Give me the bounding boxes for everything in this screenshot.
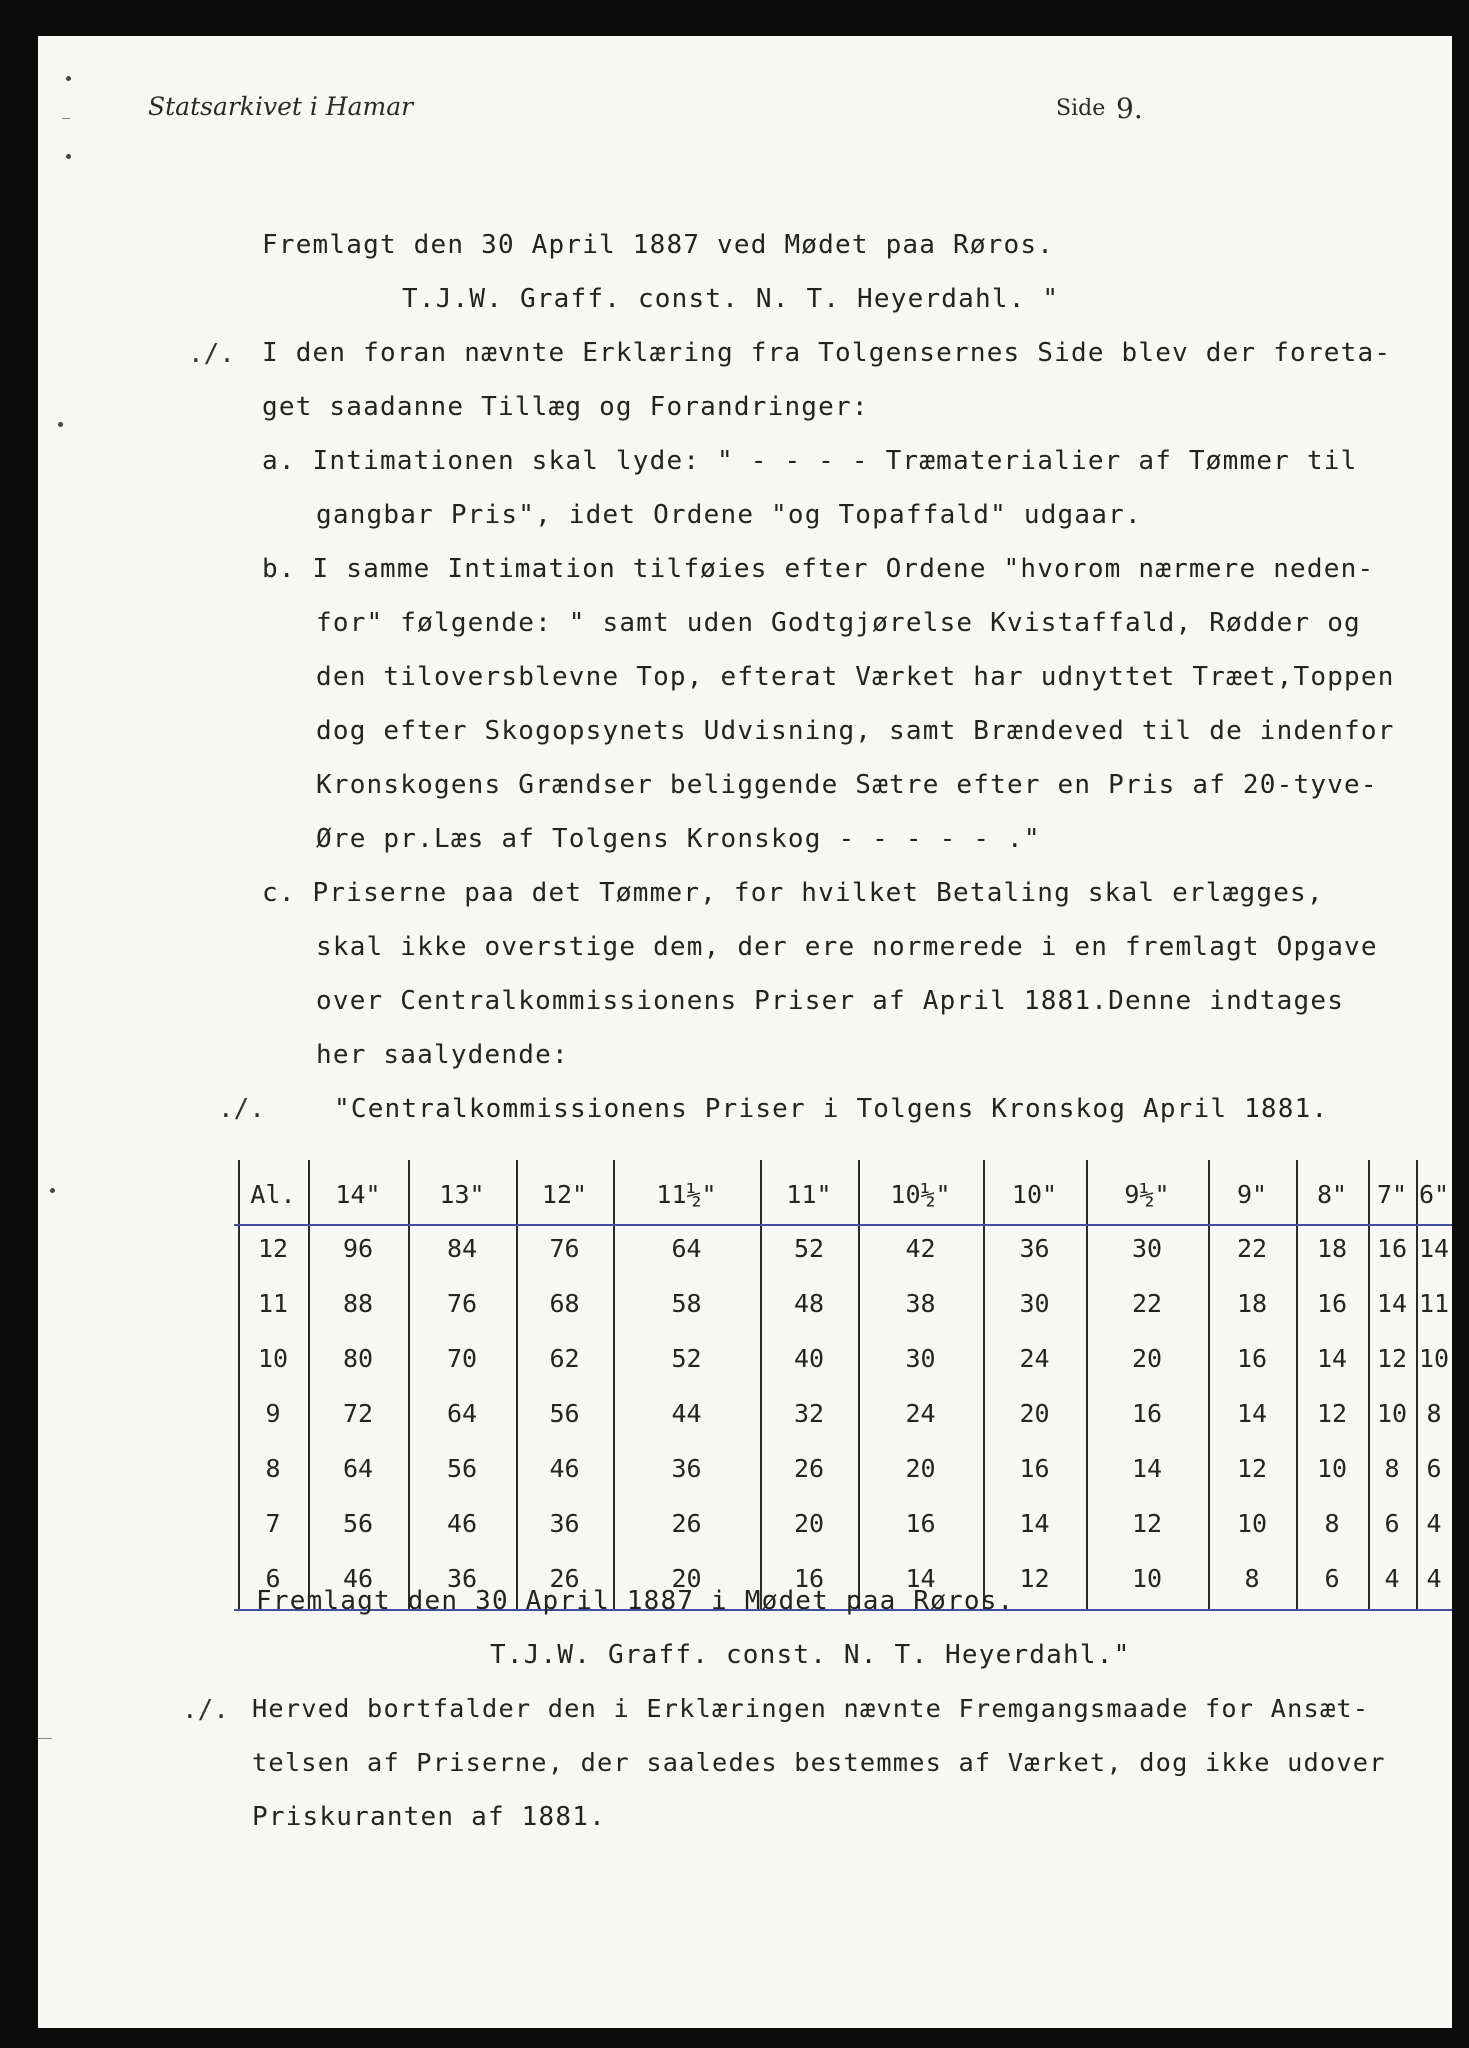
table-cell: 6: [1384, 1509, 1400, 1538]
table-cell: 8: [1244, 1564, 1260, 1593]
table-cell: 14: [1019, 1509, 1050, 1538]
document-page: [38, 36, 1452, 2028]
table-cell: 6: [265, 1564, 281, 1593]
table-header-cell: 13": [439, 1180, 485, 1209]
table-cell: 48: [793, 1289, 825, 1318]
table-cell: 12: [1019, 1564, 1050, 1593]
table-cell: 72: [342, 1399, 374, 1428]
table-title: "Centralkommissionens Priser i Tolgens Kronskog April 1881.: [334, 1094, 1329, 1124]
item-a-line: a. Intimationen skal lyde: " - - - - Træmaterialier af Tømmer til: [262, 446, 1358, 476]
table-header-cell: 12": [541, 1180, 588, 1209]
table-cell: 24: [905, 1399, 936, 1428]
para-line: get saadanne Tillæg og Forandringer:: [262, 392, 869, 422]
table-header-cell: 8": [1316, 1180, 1348, 1209]
table-cell: 52: [671, 1344, 702, 1373]
table-header-cell: 7": [1376, 1180, 1408, 1209]
table-cell: 14: [1131, 1454, 1163, 1483]
table-cell: 4: [1426, 1564, 1442, 1593]
table-cell: 10: [1316, 1454, 1348, 1483]
table-cell: 16: [1019, 1454, 1050, 1483]
table-cell: 26: [549, 1564, 580, 1593]
table-cell: 24: [1019, 1344, 1050, 1373]
table-cell: 8: [1384, 1454, 1400, 1483]
table-header-cell: 11½": [656, 1180, 717, 1209]
table-cell: 46: [342, 1564, 374, 1593]
table-cell: 14: [1236, 1399, 1268, 1428]
table-cell: 36: [549, 1509, 580, 1538]
table-cell: 18: [1316, 1234, 1348, 1263]
item-b-line: den tiloversblevne Top, efterat Værket har udnyttet Træet,Toppen: [316, 662, 1395, 692]
table-column-rule: [858, 1160, 860, 1609]
final-line: telsen af Priserne, der saaledes bestemmes af Værket, dog ikke udover: [252, 1748, 1386, 1777]
item-c-line: c. Priserne paa det Tømmer, for hvilket Betaling skal erlægges,: [262, 878, 1324, 908]
table-column-rule: [1208, 1160, 1210, 1609]
table-header-cell: 10": [1011, 1180, 1058, 1209]
table-cell: 84: [446, 1234, 478, 1263]
table-cell: 64: [671, 1234, 702, 1263]
table-header-cell: 9½": [1124, 1180, 1170, 1209]
table-cell: 68: [549, 1289, 580, 1318]
table-cell: 10: [1131, 1564, 1163, 1593]
table-cell: 11: [1418, 1289, 1450, 1318]
item-b-line: Øre pr.Læs af Tolgens Kronskog - - - - - .": [316, 824, 1041, 854]
page-number: 9.: [1116, 92, 1143, 125]
table-cell: 32: [793, 1399, 825, 1428]
item-b-line: Kronskogens Grændser beliggende Sætre efter en Pris af 20-tyve-: [316, 770, 1378, 800]
table-header-cell: 10½": [890, 1180, 951, 1209]
table-cell: 20: [1131, 1344, 1163, 1373]
table-cell: 76: [549, 1234, 580, 1263]
table-column-rule: [613, 1160, 615, 1609]
edge-speck: [66, 76, 71, 81]
table-column-rule: [238, 1160, 240, 1609]
table-cell: 36: [1019, 1234, 1050, 1263]
table-cell: 44: [671, 1399, 702, 1428]
para-line: I den foran nævnte Erklæring fra Tolgensernes Side blev der foreta-: [262, 338, 1392, 368]
table-cell: 18: [1236, 1289, 1268, 1318]
archive-header: Statsarkivet i Hamar: [148, 92, 414, 121]
item-b-line: b. I samme Intimation tilføies efter Ordene "hvorom nærmere neden-: [262, 554, 1375, 584]
table-cell: 26: [793, 1454, 825, 1483]
table-column-rule: [983, 1160, 985, 1609]
closing-line: Fremlagt den 30 April 1887 i Mødet paa Røros.: [256, 1586, 1015, 1616]
table-column-rule: [1368, 1160, 1370, 1609]
margin-mark: ./.: [182, 1695, 229, 1725]
table-cell: 14: [905, 1564, 936, 1593]
table-cell: 10: [1418, 1344, 1450, 1373]
closing-signature: T.J.W. Graff. const. N. T. Heyerdahl.": [490, 1640, 1131, 1670]
table-cell: 14: [1418, 1234, 1450, 1263]
table-cell: 20: [905, 1454, 936, 1483]
table-cell: 14: [1316, 1344, 1348, 1373]
table-cell: 70: [446, 1344, 478, 1373]
table-column-rule: [1086, 1160, 1088, 1609]
table-cell: 11: [257, 1289, 289, 1318]
table-row-rule: [234, 1224, 1452, 1226]
table-cell: 14: [1376, 1289, 1408, 1318]
table-cell: 22: [1131, 1289, 1163, 1318]
margin-mark: ./.: [218, 1094, 265, 1124]
table-cell: 36: [671, 1454, 702, 1483]
table-cell: 8: [265, 1454, 281, 1483]
table-cell: 56: [446, 1454, 478, 1483]
table-cell: 46: [549, 1454, 580, 1483]
table-cell: 36: [446, 1564, 478, 1593]
table-cell: 20: [671, 1564, 702, 1593]
table-cell: 6: [1324, 1564, 1340, 1593]
final-line: Priskuranten af 1881.: [252, 1802, 606, 1832]
table-header-cell: 14": [335, 1180, 381, 1209]
table-cell: 76: [446, 1289, 478, 1318]
table-cell: 4: [1426, 1509, 1442, 1538]
table-cell: 4: [1384, 1564, 1400, 1593]
item-b-line: dog efter Skogopsynets Udvisning, samt Brændeved til de indenfor: [316, 716, 1395, 746]
final-line: Herved bortfalder den i Erklæringen nævnte Fremgangsmaade for Ansæt-: [252, 1694, 1370, 1723]
table-cell: 6: [1426, 1454, 1442, 1483]
table-cell: 12: [257, 1234, 289, 1263]
table-column-rule: [1296, 1160, 1298, 1609]
table-cell: 56: [342, 1509, 374, 1538]
table-cell: 16: [905, 1509, 936, 1538]
table-cell: 40: [793, 1344, 825, 1373]
table-cell: 7: [265, 1509, 281, 1538]
edge-tick: [62, 118, 70, 119]
table-column-rule: [408, 1160, 410, 1609]
table-cell: 96: [342, 1234, 374, 1263]
table-cell: 10: [1236, 1509, 1268, 1538]
table-column-rule: [760, 1160, 762, 1609]
table-cell: 16: [793, 1564, 825, 1593]
table-cell: 10: [257, 1344, 289, 1373]
table-cell: 16: [1376, 1234, 1408, 1263]
edge-speck: [66, 154, 71, 159]
item-b-line: for" følgende: " samt uden Godtgjørelse Kvistaffald, Rødder og: [316, 608, 1361, 638]
table-column-rule: [1416, 1160, 1418, 1609]
table-cell: 26: [671, 1509, 702, 1538]
item-c-line: her saalydende:: [316, 1040, 569, 1070]
table-header-cell: Al.: [250, 1180, 296, 1209]
signature-line: T.J.W. Graff. const. N. T. Heyerdahl. ": [402, 284, 1060, 314]
table-cell: 62: [549, 1344, 580, 1373]
table-cell: 30: [905, 1344, 936, 1373]
table-cell: 22: [1236, 1234, 1268, 1263]
table-cell: 20: [793, 1509, 825, 1538]
table-cell: 88: [342, 1289, 374, 1318]
table-cell: 8: [1324, 1509, 1340, 1538]
table-cell: 46: [446, 1509, 478, 1538]
table-cell: 12: [1316, 1399, 1348, 1428]
table-column-rule: [308, 1160, 310, 1609]
table-cell: 58: [671, 1289, 702, 1318]
table-cell: 30: [1131, 1234, 1163, 1263]
table-cell: 16: [1236, 1344, 1268, 1373]
item-c-line: skal ikke overstige dem, der ere normerede i en fremlagt Opgave: [316, 932, 1378, 962]
table-cell: 42: [905, 1234, 936, 1263]
table-cell: 10: [1376, 1399, 1408, 1428]
page-label: Side: [1056, 96, 1106, 121]
table-cell: 12: [1236, 1454, 1268, 1483]
margin-mark: ./.: [188, 339, 235, 369]
table-cell: 30: [1019, 1289, 1050, 1318]
item-a-line: gangbar Pris", idet Ordene "og Topaffald" udgaar.: [316, 500, 1142, 530]
item-c-line: over Centralkommissionens Priser af April 1881.Denne indtages: [316, 986, 1345, 1016]
table-cell: 12: [1131, 1509, 1163, 1538]
table-cell: 80: [342, 1344, 374, 1373]
table-cell: 16: [1131, 1399, 1163, 1428]
table-header-cell: 9": [1236, 1180, 1268, 1209]
table-cell: 20: [1019, 1399, 1050, 1428]
table-header-cell: 6": [1418, 1180, 1450, 1209]
table-cell: 38: [905, 1289, 936, 1318]
edge-tick: [38, 1738, 52, 1739]
table-cell: 16: [1316, 1289, 1348, 1318]
table-cell: 56: [549, 1399, 580, 1428]
table-cell: 8: [1426, 1399, 1442, 1428]
table-cell: 9: [265, 1399, 281, 1428]
edge-speck: [50, 1188, 55, 1193]
table-header-cell: 11": [786, 1180, 832, 1209]
table-column-rule: [516, 1160, 518, 1609]
opening-line: Fremlagt den 30 April 1887 ved Mødet paa Røros.: [262, 230, 1055, 260]
table-cell: 52: [793, 1234, 825, 1263]
table-cell: 64: [342, 1454, 374, 1483]
edge-speck: [58, 422, 63, 427]
table-cell: 64: [446, 1399, 478, 1428]
table-cell: 12: [1376, 1344, 1408, 1373]
